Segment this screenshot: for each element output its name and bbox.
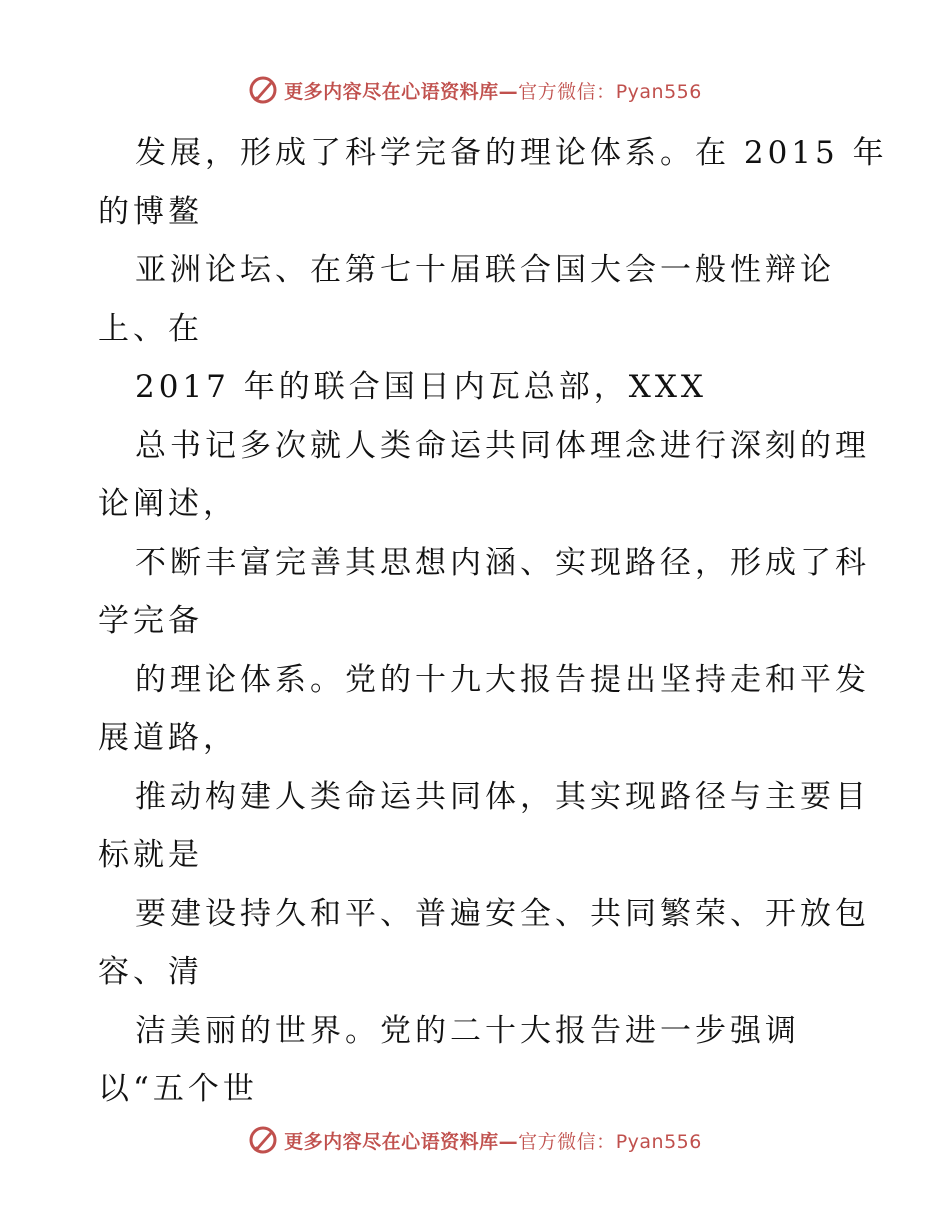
text-line: 展道路， xyxy=(98,720,238,756)
text-line: 要建设持久和平、普遍安全、共同繁荣、开放包 xyxy=(135,895,870,932)
text-line: 总书记多次就人类命运共同体理念进行深刻的理 xyxy=(135,427,870,464)
text-line: 以“五个世 xyxy=(98,1071,258,1107)
text-line: 洁美丽的世界。党的二十大报告进一步强调 xyxy=(135,1012,800,1049)
document-body xyxy=(98,124,888,1119)
banner-handle: Pyan556 xyxy=(615,80,702,103)
text-line: 的理论体系。党的十九大报告提出坚持走和平发 xyxy=(135,661,870,698)
banner-separator: — xyxy=(498,1130,519,1153)
banner-handle: Pyan556 xyxy=(615,1130,702,1153)
text-line: 学完备 xyxy=(98,603,203,639)
banner-official: 官方微信： xyxy=(518,1130,616,1153)
text-line: 上、在 xyxy=(98,310,203,347)
text-line: 发展，形成了科学完备的理论体系。在 2015 年 xyxy=(135,135,888,171)
banner-main: 更多内容尽在心语资料库 xyxy=(284,1130,499,1153)
text-line: 论阐述， xyxy=(98,486,238,522)
text-line: 亚洲论坛、在第七十届联合国大会一般性辩论 xyxy=(135,252,835,288)
banner-text xyxy=(284,77,702,104)
quill-logo-icon xyxy=(248,75,278,105)
text-line: 容、清 xyxy=(98,954,203,990)
banner-text xyxy=(284,1127,702,1154)
text-line: 2017 年的联合国日内瓦总部，XXX xyxy=(135,369,707,405)
text-line: 不断丰富完善其思想内涵、实现路径，形成了科 xyxy=(135,544,870,581)
banner-official: 官方微信： xyxy=(518,80,616,103)
text-line: 标就是 xyxy=(98,837,203,873)
footer-banner xyxy=(0,1120,950,1160)
banner-separator: — xyxy=(498,80,519,103)
quill-logo-icon xyxy=(248,1125,278,1155)
text-line: 的博鳌 xyxy=(98,193,203,230)
header-banner xyxy=(0,70,950,110)
text-line: 推动构建人类命运共同体，其实现路径与主要目 xyxy=(135,778,870,815)
banner-main: 更多内容尽在心语资料库 xyxy=(284,80,499,103)
